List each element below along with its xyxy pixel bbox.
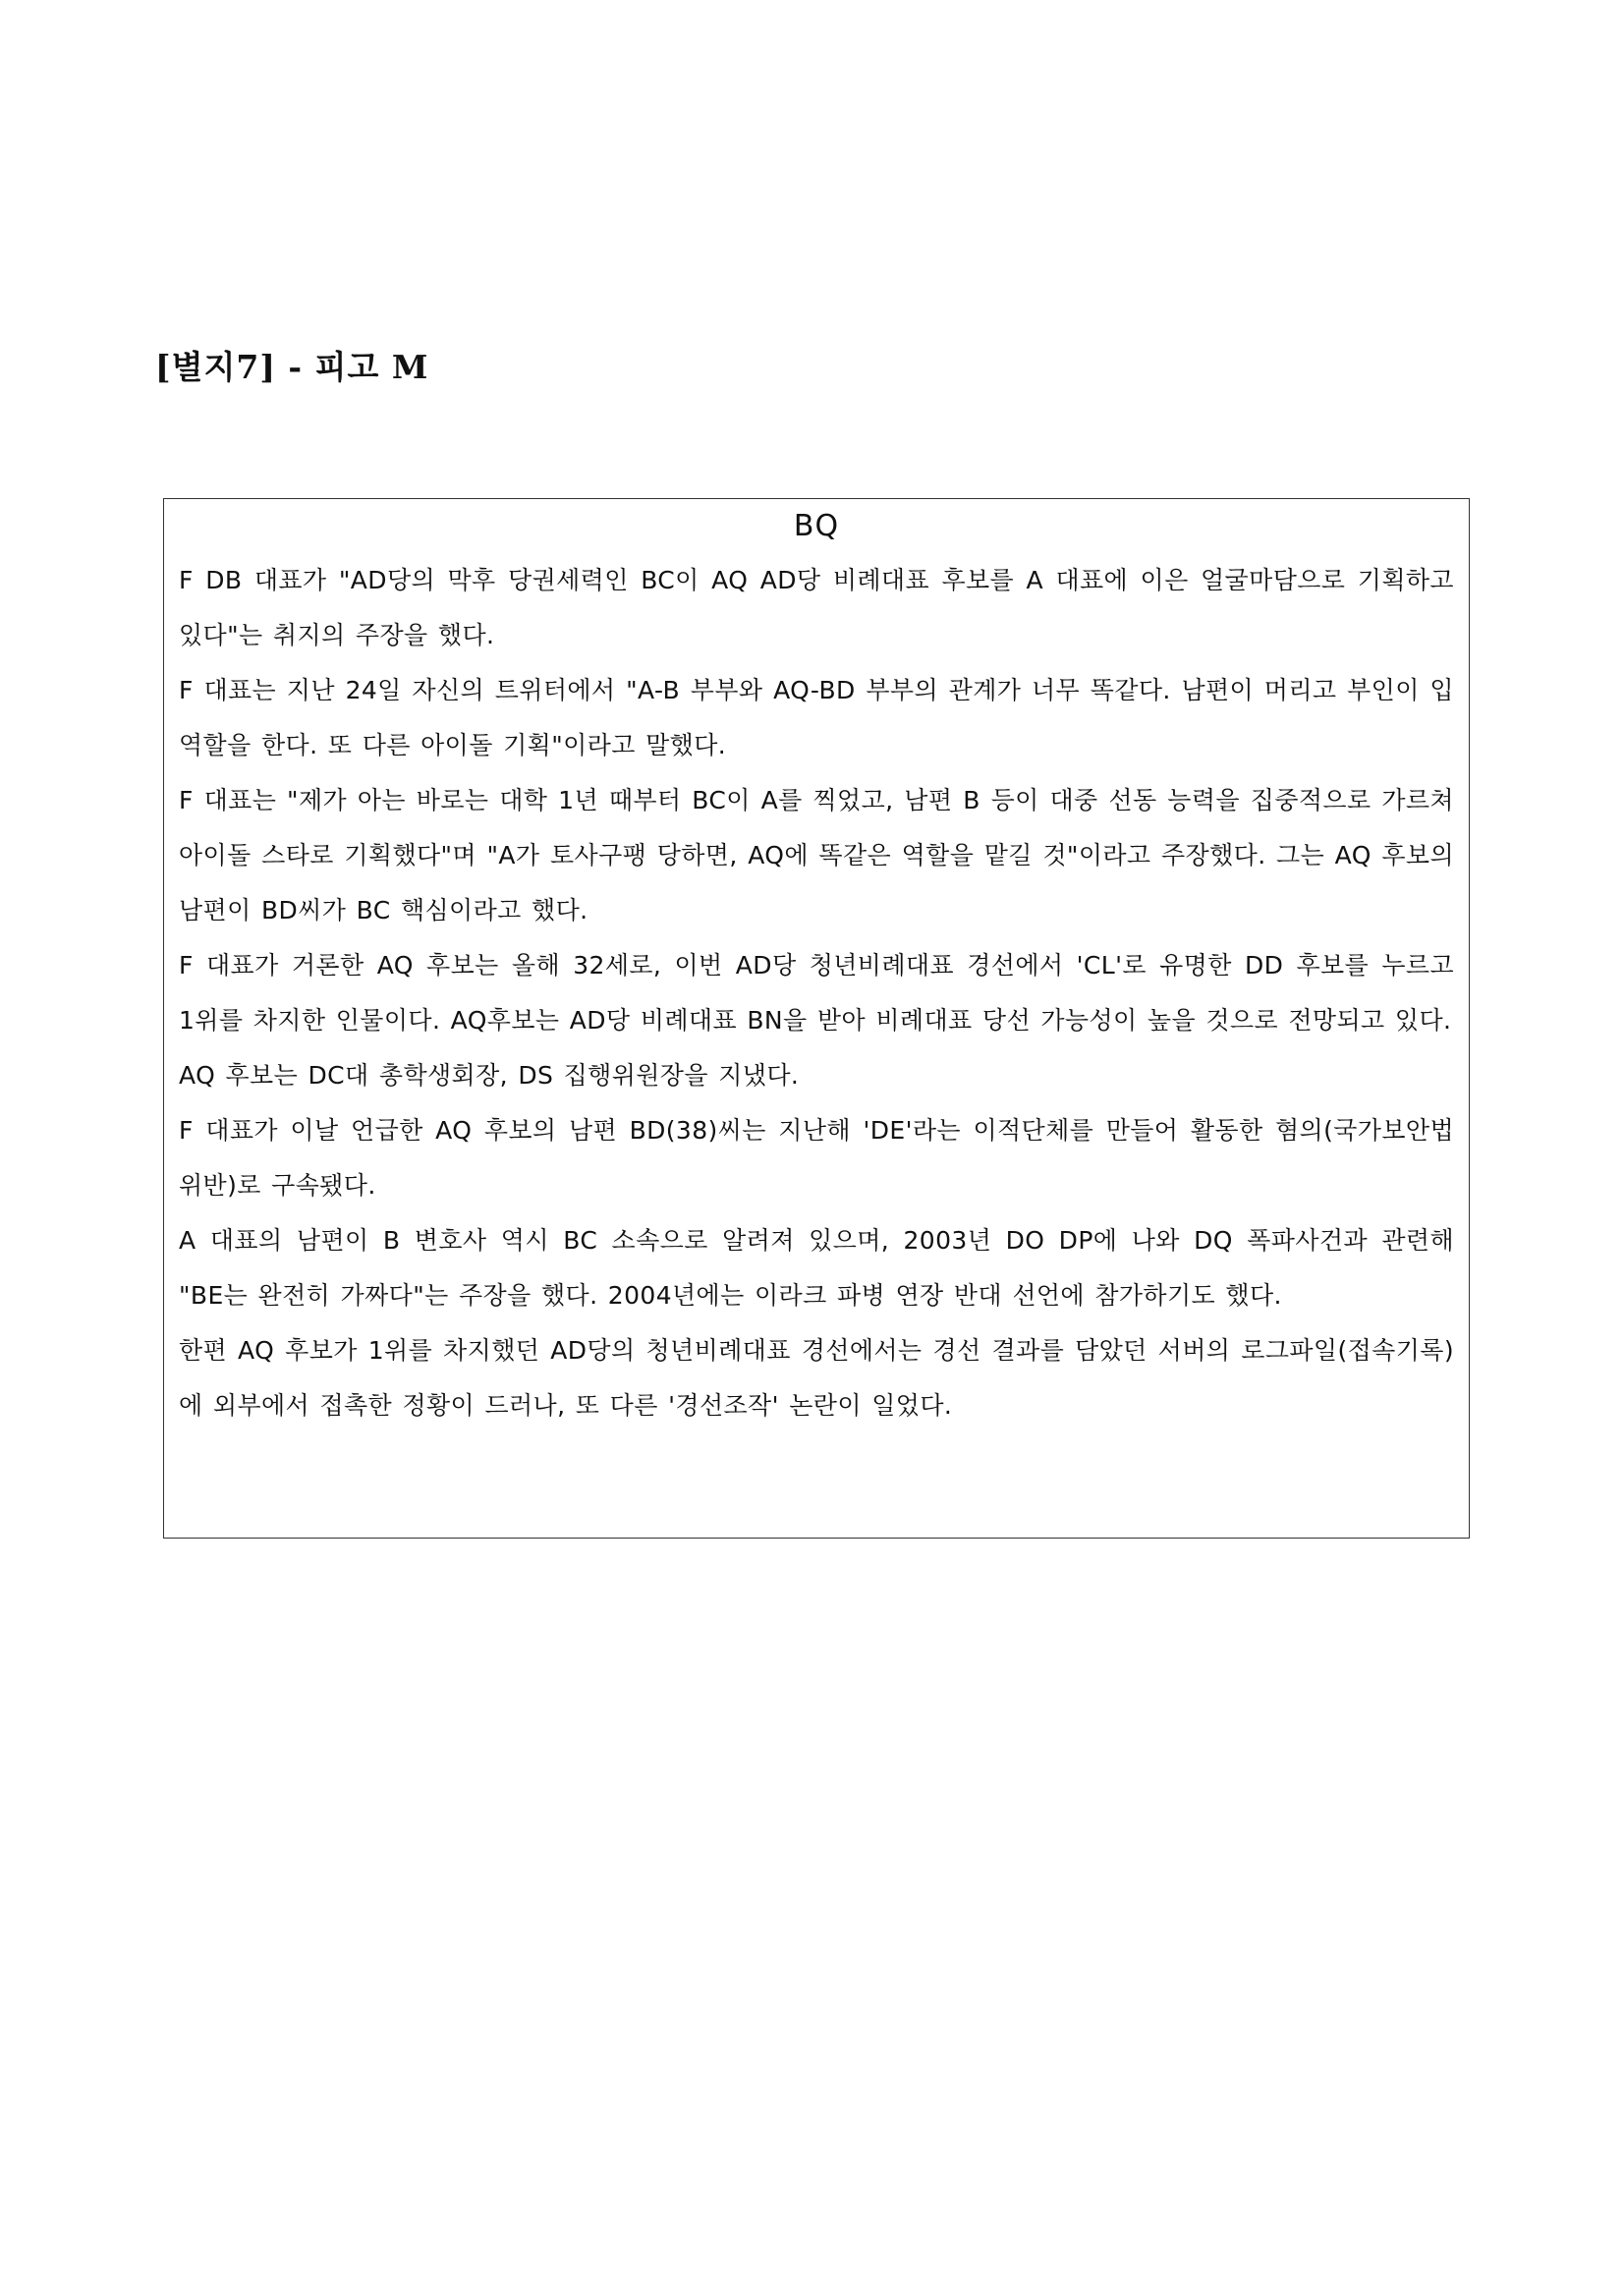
article-paragraph-6: F 대표가 이날 언급한 AQ 후보의 남편 BD(38)씨는 지난해 'DE'라는 이적단체를 만들어 활동한 혐의(국가보안법 위반)로 구속됐다. — [179, 1116, 1454, 1200]
page-heading: [별지7] - 피고 M — [155, 348, 429, 386]
box-title: BQ — [793, 509, 840, 543]
article-paragraph-8: 한편 AQ 후보가 1위를 차지했던 AD당의 청년비례대표 경선에서는 경선 결과를 담았던 서버의 로그파일(접속기록)에 외부에서 접촉한 정황이 드러나, 또 다른 '경선조작' 논란이 일었다. — [179, 1336, 1454, 1420]
article-paragraph-1: F DB 대표가 "AD당의 막후 당권세력인 BC이 AQ AD당 비례대표 후보를 A 대표에 이은 얼굴마담으로 기획하고 있다"는 취지의 주장을 했다. — [179, 566, 1454, 649]
article-paragraph-7: A 대표의 남편이 B 변호사 역시 BC 소속으로 알려져 있으며, 2003년 DO DP에 나와 DQ 폭파사건과 관련해 "BE는 완전히 가짜다"는 주장을 했다. 2004년에는 이라크 파병 연장 반대 선언에 참가하기도 했다. — [179, 1226, 1454, 1310]
article-paragraph-4: F 대표가 거론한 AQ 후보는 올해 32세로, 이번 AD당 청년비례대표 경선에서 'CL'로 유명한 DD 후보를 누르고 1위를 차지한 인물이다. AQ후보는 AD당 비례대표 BN을 받아 비례대표 당선 가능성이 높을 것으로 전망되고 있다. — [179, 951, 1454, 1035]
article-paragraph-5: AQ 후보는 DC대 총학생회장, DS 집행위원장을 지냈다. — [179, 1061, 800, 1090]
article-paragraph-3: F 대표는 "제가 아는 바로는 대학 1년 때부터 BC이 A를 찍었고, 남편 B 등이 대중 선동 능력을 집중적으로 가르쳐 아이돌 스타로 기획했다"며 "A가 토사구팽 당하면, AQ에 똑같은 역할을 맡길 것"이라고 주장했다. 그는 AQ 후보의 남편이 BD씨가 BC 핵심이라고 했다. — [179, 786, 1454, 924]
article-paragraph-2: F 대표는 지난 24일 자신의 트위터에서 "A-B 부부와 AQ-BD 부부의 관계가 너무 똑같다. 남편이 머리고 부인이 입 역할을 한다. 또 다른 아이돌 기획"이라고 말했다. — [179, 676, 1454, 759]
article-box — [163, 498, 1470, 1539]
